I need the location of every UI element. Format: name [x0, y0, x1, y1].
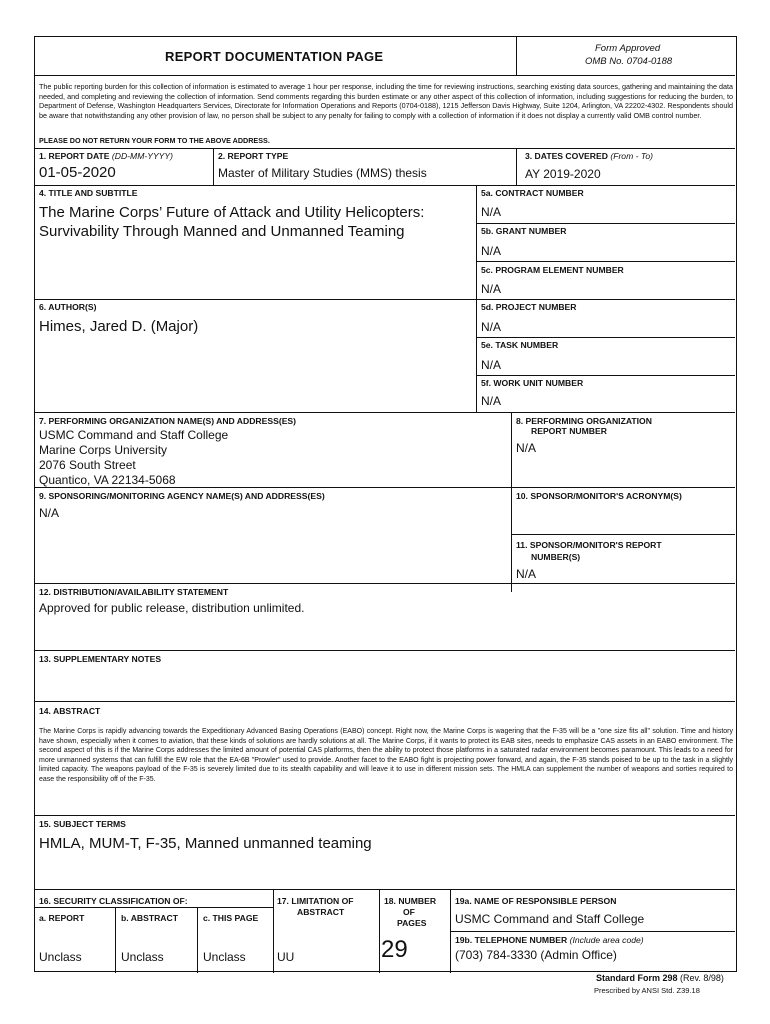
dates-covered-label: 3. DATES COVERED (From - To) — [525, 151, 653, 161]
title-label: 4. TITLE AND SUBTITLE — [39, 188, 138, 198]
performing-org-line-3: 2076 South Street — [39, 458, 136, 472]
sponsor-report-label-2: NUMBER(S) — [531, 552, 581, 562]
task-number-value: N/A — [481, 358, 502, 372]
project-number-label: 5d. PROJECT NUMBER — [481, 302, 577, 312]
prescribed-by: Prescribed by ANSI Std. Z39.18 — [594, 986, 700, 995]
title-line-2: Survivability Through Manned and Unmanned Teaming — [39, 223, 405, 240]
work-unit-value: N/A — [481, 394, 502, 408]
performing-org-line-1: USMC Command and Staff College — [39, 428, 229, 442]
performing-org-label: 7. PERFORMING ORGANIZATION NAME(S) AND ADDRESS(ES) — [39, 416, 297, 426]
security-report-label: a. REPORT — [39, 913, 85, 923]
contract-number-label: 5a. CONTRACT NUMBER — [481, 188, 584, 198]
pages-label-1: 18. NUMBER — [384, 896, 437, 906]
sponsor-acronym-label: 10. SPONSOR/MONITOR'S ACRONYM(S) — [516, 491, 682, 501]
sponsor-report-label-1: 11. SPONSOR/MONITOR'S REPORT — [516, 540, 662, 550]
burden-statement: The public reporting burden for this collection of information is estimated to average 1 hour per response, including the time for reviewing instructions, searching existing data sources, gathering and maintaining the data needed, and completing and reviewing the collection of information. Send comments regarding this burden estimate or any other aspect of this collection of information, including suggestions for reducing the burden, to Department of Defense, Washington Headquarters Services, Directorate for Information Operations and Reports (0704-0188), 1215 Jefferson Davis Highway, Suite 1204, Arlington, VA 22202-4302. Respondents should be aware that notwithstanding any other provision of law, no person shall be subject to any penalty for failing to comply with a collection of information if it does not display a currently valid OMB control number. — [39, 82, 733, 120]
limitation-label-2: ABSTRACT — [297, 907, 345, 917]
rule — [35, 75, 735, 76]
pages-label-2: OF — [403, 907, 415, 917]
work-unit-label: 5f. WORK UNIT NUMBER — [481, 378, 584, 388]
supplementary-notes-label: 13. SUPPLEMENTARY NOTES — [39, 654, 162, 664]
limitation-label-1: 17. LIMITATION OF — [277, 896, 354, 906]
rule — [35, 148, 735, 149]
rule — [476, 261, 735, 262]
rule — [35, 412, 735, 413]
limitation-value: UU — [277, 950, 295, 964]
omb-number: OMB No. 0704-0188 — [585, 56, 673, 67]
subject-terms-label: 15. SUBJECT TERMS — [39, 819, 126, 829]
sponsoring-agency-label: 9. SPONSORING/MONITORING AGENCY NAME(S) AND ADDRESS(ES) — [39, 491, 325, 501]
distribution-label: 12. DISTRIBUTION/AVAILABILITY STATEMENT — [39, 587, 229, 597]
security-report-value: Unclass — [39, 950, 82, 964]
rule — [35, 701, 735, 702]
report-type-value: Master of Military Studies (MMS) thesis — [218, 166, 427, 180]
report-documentation-form — [34, 36, 737, 972]
title-line-1: The Marine Corps’ Future of Attack and Utility Helicopters: — [39, 204, 425, 221]
performing-report-label-1: 8. PERFORMING ORGANIZATION — [516, 416, 652, 426]
rule — [35, 299, 735, 300]
abstract-label: 14. ABSTRACT — [39, 706, 101, 716]
abstract-text: The Marine Corps is rapidly advancing towards the Expeditionary Advanced Basing Operations (EABO) concept. Right now, the Marine Corps is wagering that the F-35 will be a "one size fits all" solution. Time and history have shown, especially when it comes to aviation, that these kinds of solutions are hardly solutions at all. The Marine Corps, if it wants to protect its EAB sites, needs to emphasize CAS assets in an EABO environment. The second aspect of this is if the Marine Corps addresses the limited amount of potential CAS platforms, then the ability to protect those platforms in a saturated radar environment becomes paramount. This leads to a need for more unmanned systems that can fulfill the EW role that the EA-6B "Prowler" used to provide. Another facet to the EABO fight is projecting power forward, and again, the F-35 stands poised to be up to the task in a slightly limited capacity. The weapons payload of the F-35 is severely limited due to its stealth capability and will leave it to use in different mission sets. The HMLA can supplement the number of weapons and sorties required to ease the responsibility off of the F-35. — [39, 728, 733, 783]
grant-number-value: N/A — [481, 244, 502, 258]
contract-number-value: N/A — [481, 205, 502, 219]
header-divider — [516, 37, 517, 75]
security-abstract-value: Unclass — [121, 950, 164, 964]
rule — [379, 889, 380, 973]
responsible-person-label: 19a. NAME OF RESPONSIBLE PERSON — [455, 896, 617, 906]
rule — [35, 815, 735, 816]
performing-org-line-4: Quantico, VA 22134-5068 — [39, 473, 176, 487]
rule — [35, 583, 735, 584]
rule — [35, 185, 735, 186]
rule — [35, 487, 735, 488]
sponsor-report-value: N/A — [516, 567, 537, 581]
authors-value: Himes, Jared D. (Major) — [39, 318, 199, 335]
security-page-value: Unclass — [203, 950, 246, 964]
subject-terms-value: HMLA, MUM-T, F-35, Manned unmanned teaming — [39, 835, 372, 852]
return-notice: PLEASE DO NOT RETURN YOUR FORM TO THE ABOVE ADDRESS. — [39, 136, 270, 145]
rule — [450, 931, 735, 932]
performing-report-value: N/A — [516, 441, 537, 455]
grant-number-label: 5b. GRANT NUMBER — [481, 226, 567, 236]
rule — [511, 412, 512, 592]
program-element-label: 5c. PROGRAM ELEMENT NUMBER — [481, 265, 624, 275]
authors-label: 6. AUTHOR(S) — [39, 302, 97, 312]
rule — [273, 889, 274, 973]
security-abstract-label: b. ABSTRACT — [121, 913, 178, 923]
performing-org-line-2: Marine Corps University — [39, 443, 168, 457]
rule — [476, 375, 735, 376]
rule — [476, 223, 735, 224]
task-number-label: 5e. TASK NUMBER — [481, 340, 559, 350]
rule — [516, 148, 517, 185]
sponsoring-agency-value: N/A — [39, 506, 60, 520]
report-date-label: 1. REPORT DATE (DD-MM-YYYY) — [39, 151, 174, 161]
project-number-value: N/A — [481, 320, 502, 334]
pages-value: 29 — [381, 936, 408, 963]
rule — [35, 650, 735, 651]
report-type-label: 2. REPORT TYPE — [218, 151, 289, 161]
report-date-value: 01-05-2020 — [39, 164, 116, 181]
rule — [476, 337, 735, 338]
rule — [115, 907, 116, 973]
responsible-person-value: USMC Command and Staff College — [455, 912, 645, 926]
telephone-label: 19b. TELEPHONE NUMBER (Include area code) — [455, 935, 644, 945]
rule — [511, 534, 735, 535]
distribution-value: Approved for public release, distribution unlimited. — [39, 601, 305, 615]
standard-form-label: Standard Form 298 (Rev. 8/98) — [596, 973, 724, 983]
security-page-label: c. THIS PAGE — [203, 913, 259, 923]
form-approved-label: Form Approved — [595, 43, 661, 54]
rule — [35, 889, 735, 890]
rule — [213, 148, 214, 185]
pages-label-3: PAGES — [397, 918, 427, 928]
page-title: REPORT DOCUMENTATION PAGE — [165, 49, 384, 64]
rule — [35, 907, 273, 908]
rule — [197, 907, 198, 973]
dates-covered-value: AY 2019-2020 — [525, 167, 601, 181]
security-class-label: 16. SECURITY CLASSIFICATION OF: — [39, 896, 188, 906]
performing-report-label-2: REPORT NUMBER — [531, 426, 607, 436]
telephone-value: (703) 784-3330 (Admin Office) — [455, 948, 617, 962]
program-element-value: N/A — [481, 282, 502, 296]
